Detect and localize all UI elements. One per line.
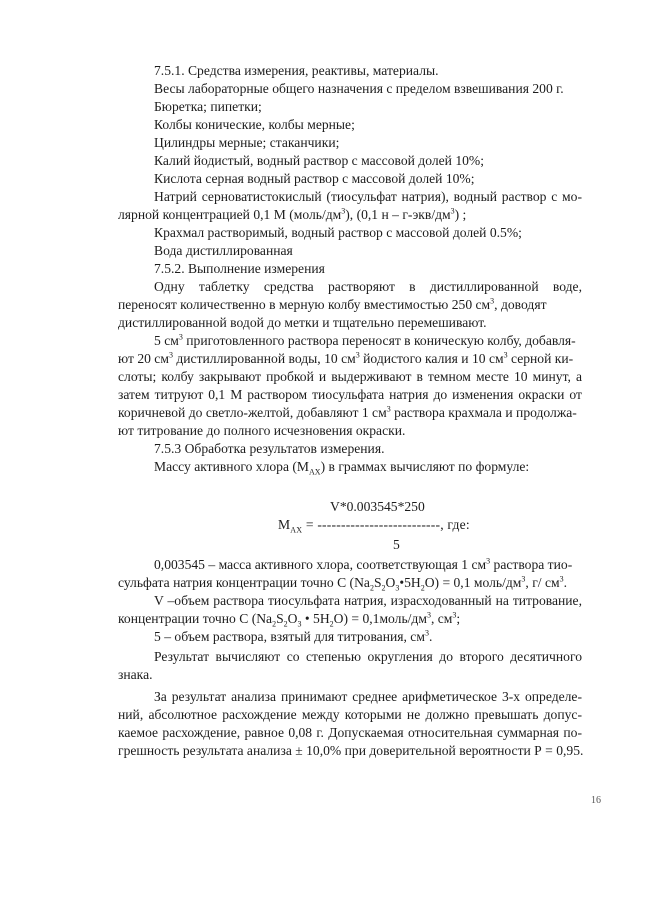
text-line: Вода дистиллированная — [154, 243, 293, 258]
text-line: ют 20 $см^3$ дистиллированной воды, 10 $см^3$ йодистого калия и 10 $см^3$ серной ки- — [118, 350, 574, 366]
text-line: Кислота серная водный раствор с массовой долей 10%; — [154, 171, 475, 186]
formula-line: $М_{АХ}$ = --------------------------, где: — [278, 517, 470, 535]
text-line: Результат вычисляют со степенью округления до второго десятичного — [154, 649, 582, 664]
text-line: затем титруют 0,1 М раствором тиосульфата натрия до изменения окраски от — [118, 387, 582, 402]
text-line: Весы лабораторные общего назначения с пределом взвешивания 200 г. — [154, 81, 564, 96]
text-line: Одну таблетку средства растворяют в дистиллированной воде, — [154, 279, 582, 294]
text-line: Натрий серноватистокислый (тиосульфат натрия), водный раствор с мо- — [154, 189, 582, 204]
text-line: Крахмал растворимый, водный раствор с массовой долей 0.5%; — [154, 225, 522, 240]
formula-denominator: 5 — [393, 537, 400, 552]
formula-numerator: V*0.003545*250 — [330, 499, 425, 514]
text-line: слоты; колбу закрывают пробкой и выдерживают в темном месте 10 минут, а — [118, 369, 582, 384]
text-line: Цилиндры мерные; стаканчики; — [154, 135, 340, 150]
text-line: Массу активного хлора $(М_{АХ})$ в граммах вычисляют по формуле: — [154, 459, 530, 477]
text-line: грешность результата анализа ± 10,0% при доверительной вероятности Р = 0,95. — [118, 743, 584, 758]
text-line: 0,003545 – масса активного хлора, соответствующая 1 $см^3$ раствора тио- — [154, 556, 573, 572]
section-title-7-5-2: 7.5.2. Выполнение измерения — [154, 261, 325, 276]
text-line: 5 – объем раствора, взятый для титрования, $см^3$. — [154, 628, 433, 644]
text-line: ют титрование до полного исчезновения окраски. — [118, 423, 406, 438]
text-line: За результат анализа принимают среднее арифметическое 3-х определе- — [154, 689, 582, 704]
section-title-7-5-1: 7.5.1. Средства измерения, реактивы, материалы. — [154, 63, 439, 78]
text-line: Бюретка; пипетки; — [154, 99, 262, 114]
text-line: концентрации точно С ($Na_2S_2O_3$ • $5H_2O$) = $0,1моль/дм^3$, $см^3$; — [118, 610, 461, 629]
text-line: V –объем раствора тиосульфата натрия, израсходованный на титрование, — [154, 593, 582, 608]
text-line: лярной концентрацией 0,1 М $(моль/дм^3)$, (0,1 н – $г-экв/дм^3$) ; — [118, 206, 467, 222]
text-line: дистиллированной водой до метки и тщательно перемешивают. — [118, 315, 487, 330]
text-line: ний, абсолютное расхождение между которыми не должно превышать допус- — [118, 707, 582, 722]
text-line: коричневой до светло-желтой, добавляют 1 $см^3$ раствора крахмала и продолжа- — [118, 404, 577, 420]
page-number: 16 — [591, 795, 601, 806]
text-line: сульфата натрия концентрации точно С $(Na_2S_2O_3•5H_2O) = 0,1$ моль/$дм^3$, г/ $см^3$. — [118, 574, 567, 593]
section-title-7-5-3: 7.5.3 Обработка результатов измерения. — [154, 441, 385, 456]
text-line: 5 $см^3$ приготовленного раствора переносят в коническую колбу, добавля- — [154, 332, 576, 348]
text-line: переносят количественно в мерную колбу вместимостью 250 $см^3$, доводят — [118, 296, 547, 312]
text-line: каемое расхождение, равное 0,08 г. Допускаемая относительная суммарная по- — [118, 725, 582, 740]
text-line: знака. — [118, 667, 153, 682]
text-line: Калий йодистый, водный раствор с массовой долей 10%; — [154, 153, 485, 168]
text-line: Колбы конические, колбы мерные; — [154, 117, 355, 132]
